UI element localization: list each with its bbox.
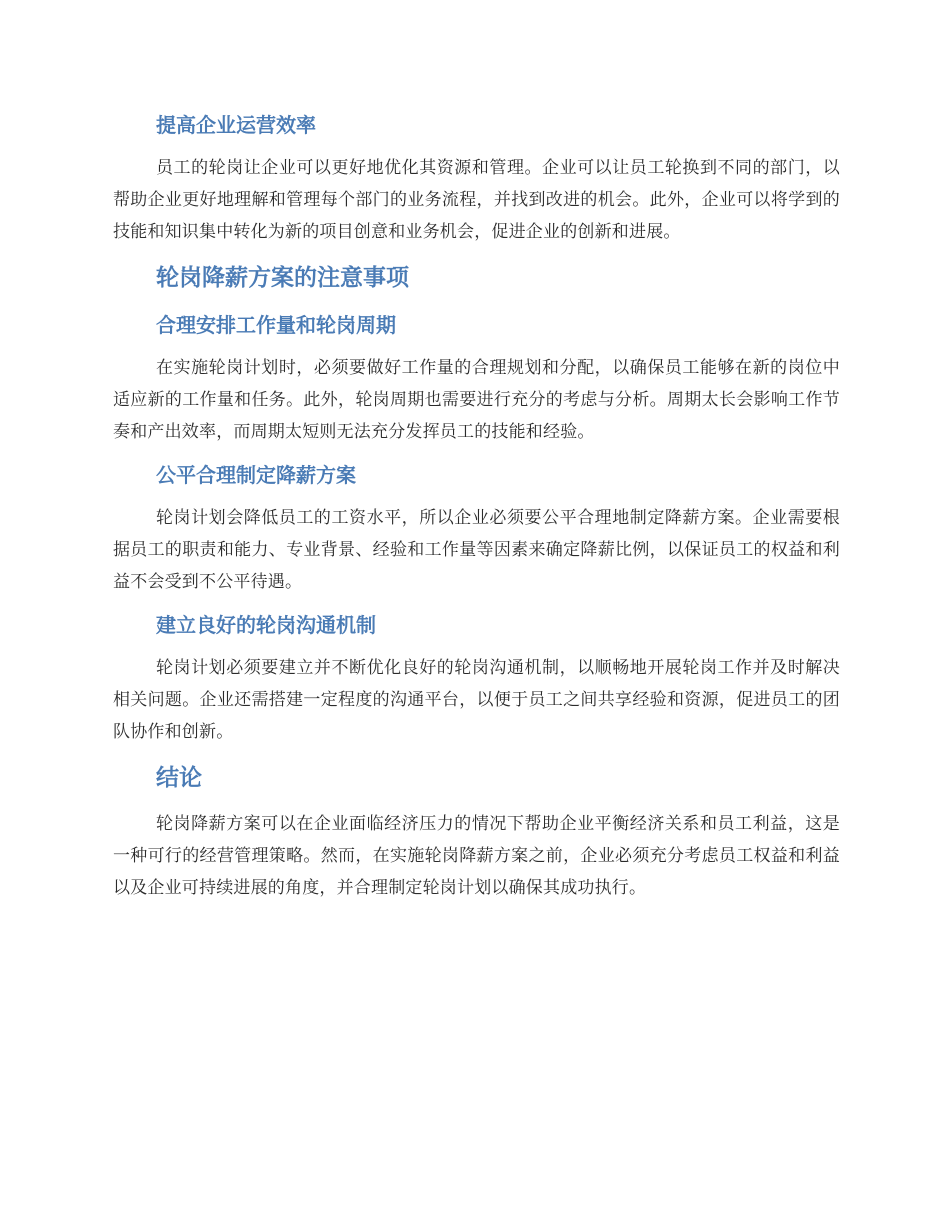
- chapter-heading-conclusion: 结论: [156, 765, 202, 791]
- paragraph-efficiency: 员工的轮岗让企业可以更好地优化其资源和管理。企业可以让员工轮换到不同的部门，以帮助企业更好地理解和管理每个部门的业务流程，并找到改进的机会。此外，企业可以将学到的技能和知识集中转化为新的项目创意和业务机会，促进企业的创新和进展。: [113, 158, 840, 242]
- paragraph-communication: 轮岗计划必须要建立并不断优化良好的轮岗沟通机制，以顺畅地开展轮岗工作并及时解决相关问题。企业还需搭建一定程度的沟通平台，以便于员工之间共享经验和资源，促进员工的团队协作和创新。: [113, 658, 840, 742]
- paragraph-conclusion: 轮岗降薪方案可以在企业面临经济压力的情况下帮助企业平衡经济关系和员工利益，这是一种可行的经营管理策略。然而，在实施轮岗降薪方案之前，企业必须充分考虑员工权益和利益以及企业可持续进展的角度，并合理制定轮岗计划以确保其成功执行。: [113, 814, 840, 898]
- paragraph-workload: 在实施轮岗计划时，必须要做好工作量的合理规划和分配，以确保员工能够在新的岗位中适应新的工作量和任务。此外，轮岗周期也需要进行充分的考虑与分析。周期太长会影响工作节奏和产出效率，而周期太短则无法充分发挥员工的技能和经验。: [113, 358, 840, 442]
- paragraph-fair-pay: 轮岗计划会降低员工的工资水平，所以企业必须要公平合理地制定降薪方案。企业需要根据员工的职责和能力、专业背景、经验和工作量等因素来确定降薪比例，以保证员工的权益和利益不会受到不公平待遇。: [113, 508, 840, 592]
- section-heading-fair-pay: 公平合理制定降薪方案: [156, 463, 356, 487]
- section-heading-workload: 合理安排工作量和轮岗周期: [156, 313, 396, 337]
- section-heading-efficiency: 提高企业运营效率: [156, 113, 316, 137]
- section-heading-communication: 建立良好的轮岗沟通机制: [156, 613, 376, 637]
- document-body: [113, 108, 840, 904]
- chapter-heading-precautions: 轮岗降薪方案的注意事项: [156, 265, 409, 291]
